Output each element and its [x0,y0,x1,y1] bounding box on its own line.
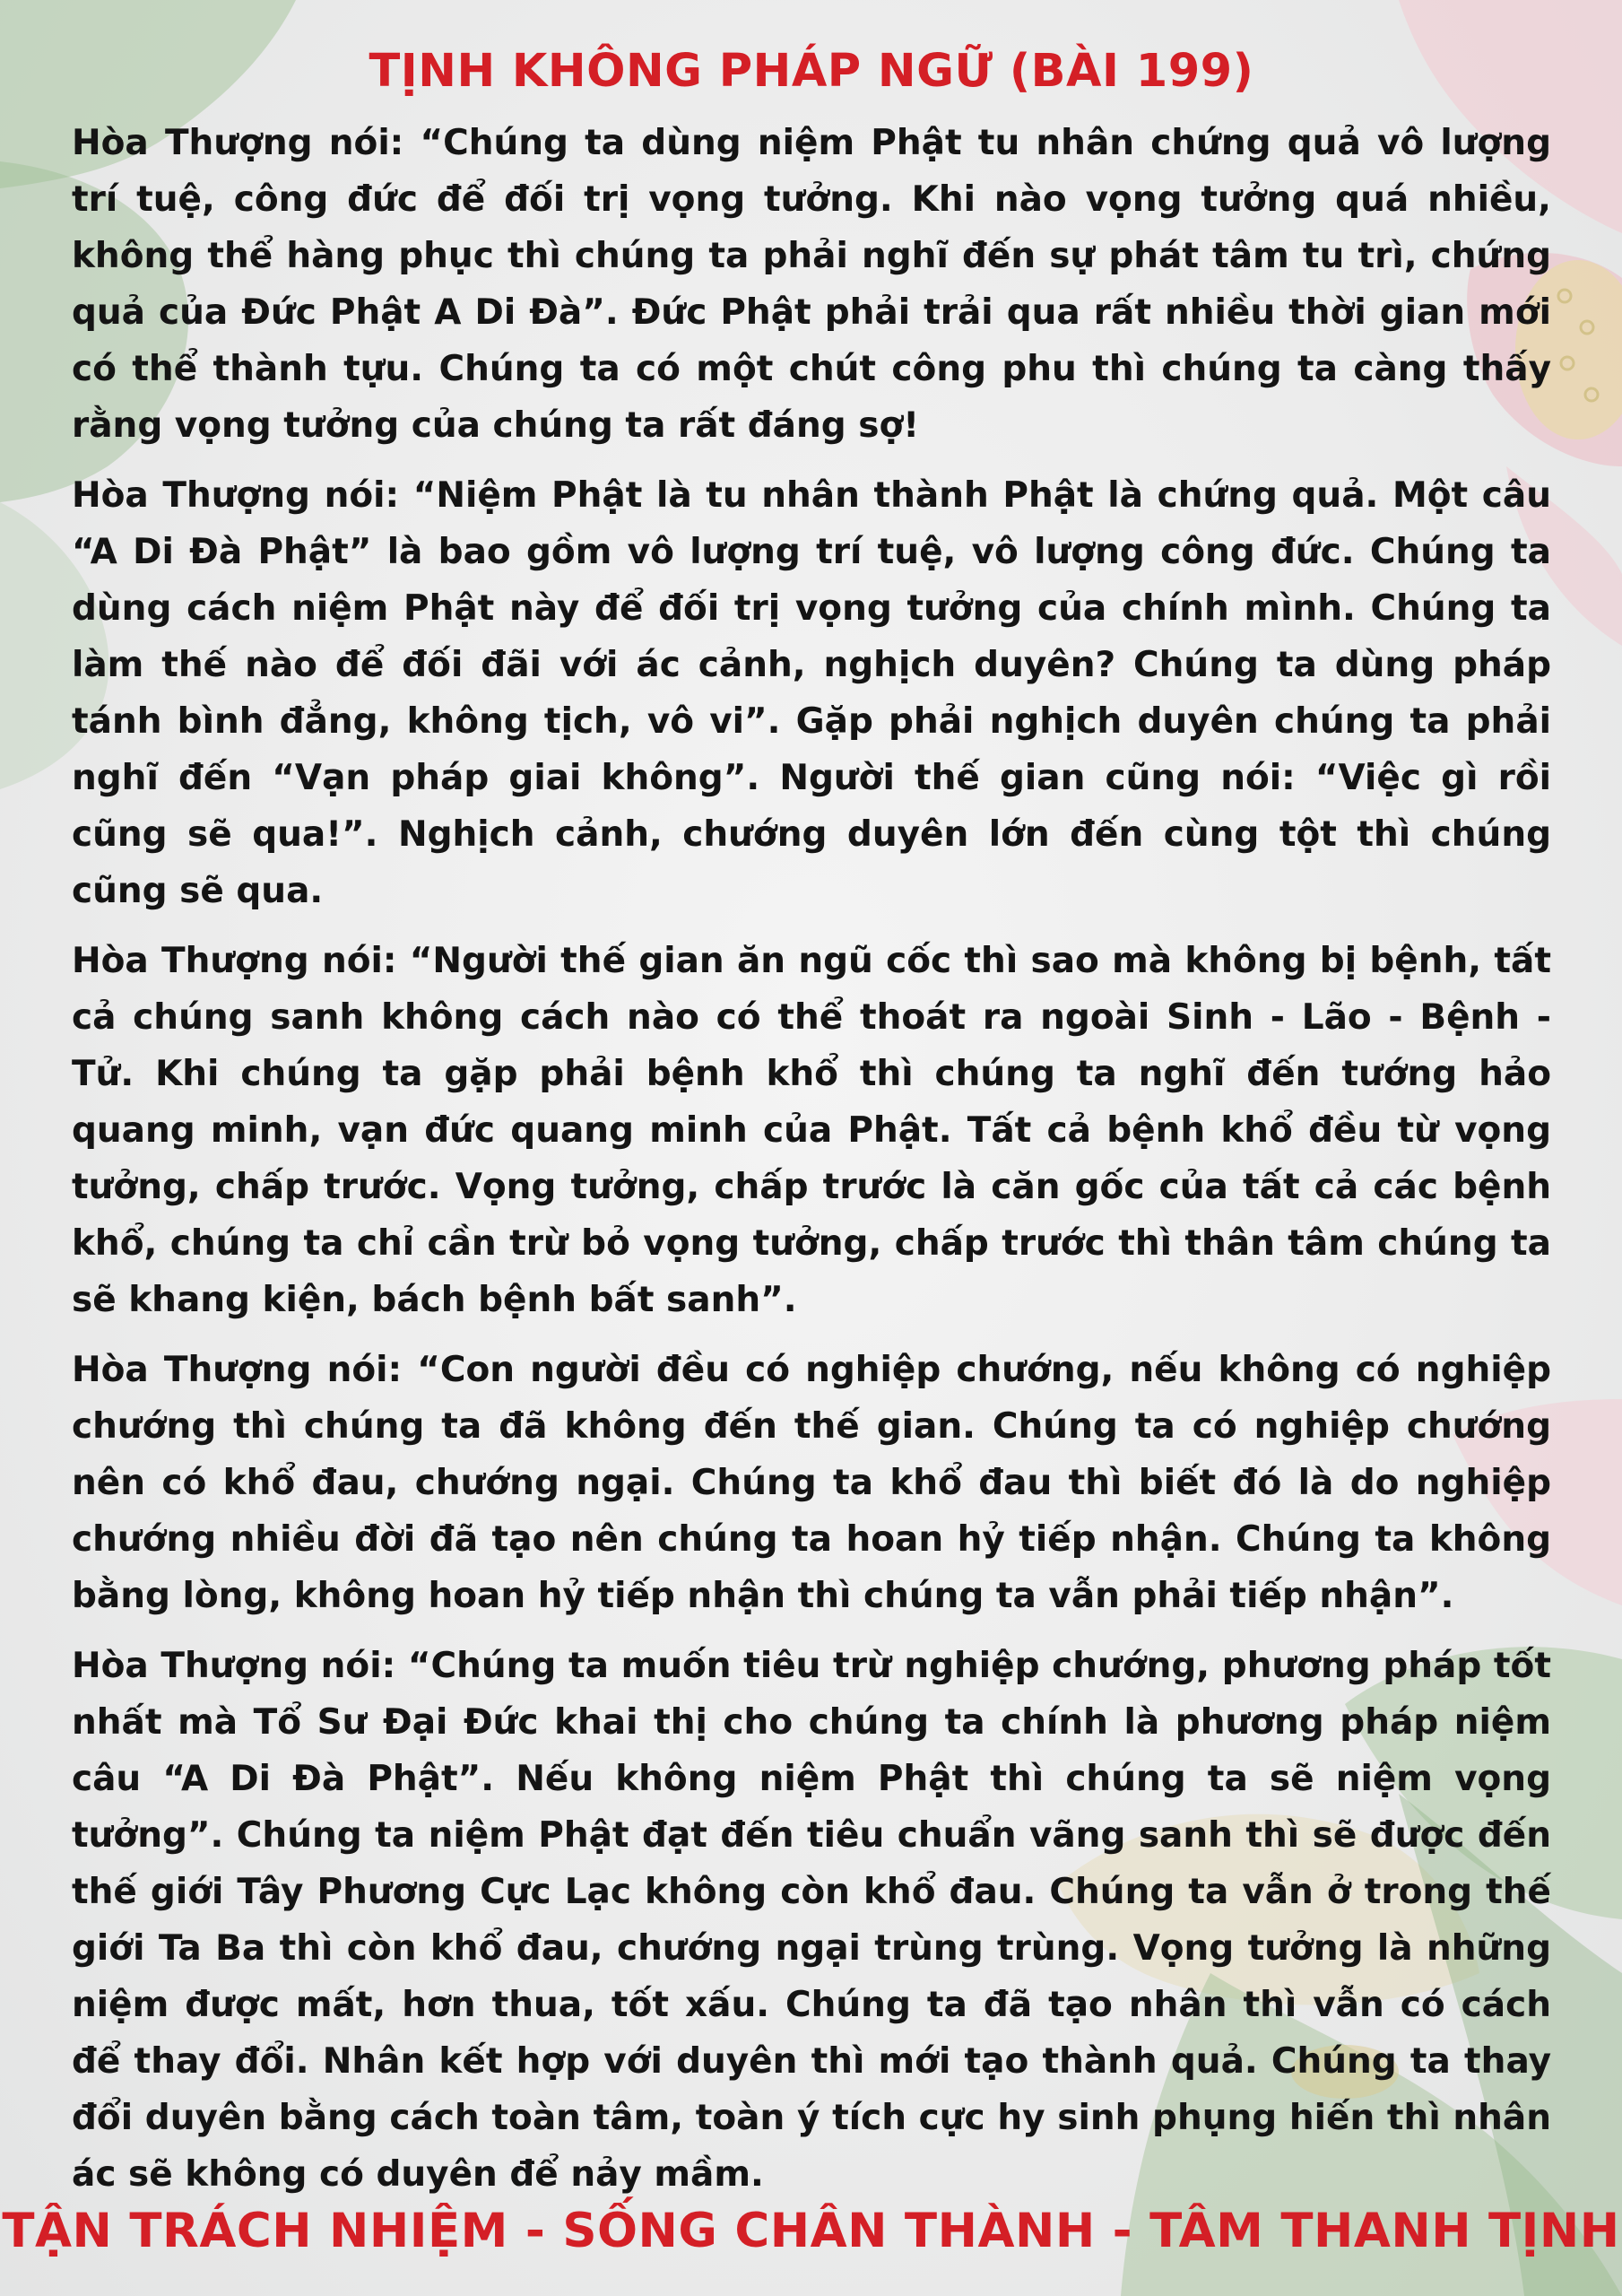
paragraph-1: Hòa Thượng nói: “Chúng ta dùng niệm Phật tu nhân chứng quả vô lượng trí tuệ, công đức để đối trị vọng tưởng. Khi nào vọng tưởng quá nhiều, không thể hàng phục thì chúng ta phải nghĩ đến sự phát tâm tu trì, chứng quả của Đức Phật A Di Đà”. Đức Phật phải trải qua rất nhiều thời gian mới có thể thành tựu. Chúng ta có một chút công phu thì chúng ta càng thấy rằng vọng tưởng của chúng ta rất đáng sợ! [72,123,1551,446]
paragraph-5: Hòa Thượng nói: “Chúng ta muốn tiêu trừ nghiệp chướng, phương pháp tốt nhất mà Tổ Sư Đại Đức khai thị cho chúng ta chính là phương pháp niệm câu “A Di Đà Phật”. Nếu không niệm Phật thì chúng ta sẽ niệm vọng tưởng”. Chúng ta niệm Phật đạt đến tiêu chuẩn vãng sanh thì sẽ được đến thế giới Tây Phương Cực Lạc không còn khổ đau. Chúng ta vẫn ở trong thế giới Ta Ba thì còn khổ đau, chướng ngại trùng trùng. Vọng tưởng là những niệm được mất, hơn thua, tốt xấu. Chúng ta đã tạo nhân thì vẫn có cách để thay đổi. Nhân kết hợp với duyên thì mới tạo thành quả. Chúng ta thay đổi duyên bằng cách toàn tâm, toàn ý tích cực hy sinh phụng hiến thì nhân ác sẽ không có duyên để nảy mầm. [72,1646,1551,2195]
footer-slogan: TẬN TRÁCH NHIỆM - SỐNG CHÂN THÀNH - TÂM THANH TỊNH [2,2204,1620,2258]
paragraph-2: Hòa Thượng nói: “Niệm Phật là tu nhân thành Phật là chứng quả. Một câu “A Di Đà Phật” là bao gồm vô lượng trí tuệ, vô lượng công đức. Chúng ta dùng cách niệm Phật này để đối trị vọng tưởng của chính mình. Chúng ta làm thế nào để đối đãi với ác cảnh, nghịch duyên? Chúng ta dùng pháp tánh bình đẳng, không tịch, vô vi”. Gặp phải nghịch duyên chúng ta phải nghĩ đến “Vạn pháp giai không”. Người thế gian cũng nói: “Việc gì rồi cũng sẽ qua!”. Nghịch cảnh, chướng duyên lớn đến cùng tột thì chúng cũng sẽ qua. [72,475,1551,911]
document-title: TỊNH KHÔNG PHÁP NGỮ (BÀI 199) [369,45,1254,98]
paragraph-4: Hòa Thượng nói: “Con người đều có nghiệp chướng, nếu không có nghiệp chướng thì chúng ta đã không đến thế gian. Chúng ta có nghiệp chướng nên có khổ đau, chướng ngại. Chúng ta khổ đau thì biết đó là do nghiệp chướng nhiều đời đã tạo nên chúng ta hoan hỷ tiếp nhận. Chúng ta không bằng lòng, không hoan hỷ tiếp nhận thì chúng ta vẫn phải tiếp nhận”. [72,1350,1551,1616]
document-content [72,43,1551,2216]
paragraph-3: Hòa Thượng nói: “Người thế gian ăn ngũ cốc thì sao mà không bị bệnh, tất cả chúng sanh không cách nào có thể thoát ra ngoài Sinh - Lão - Bệnh - Tử. Khi chúng ta gặp phải bệnh khổ thì chúng ta nghĩ đến tướng hảo quang minh, vạn đức quang minh của Phật. Tất cả bệnh khổ đều từ vọng tưởng, chấp trước. Vọng tưởng, chấp trước là căn gốc của tất cả các bệnh khổ, chúng ta chỉ cần trừ bỏ vọng tưởng, chấp trước thì thân tâm chúng ta sẽ khang kiện, bách bệnh bất sanh”. [72,941,1551,1320]
